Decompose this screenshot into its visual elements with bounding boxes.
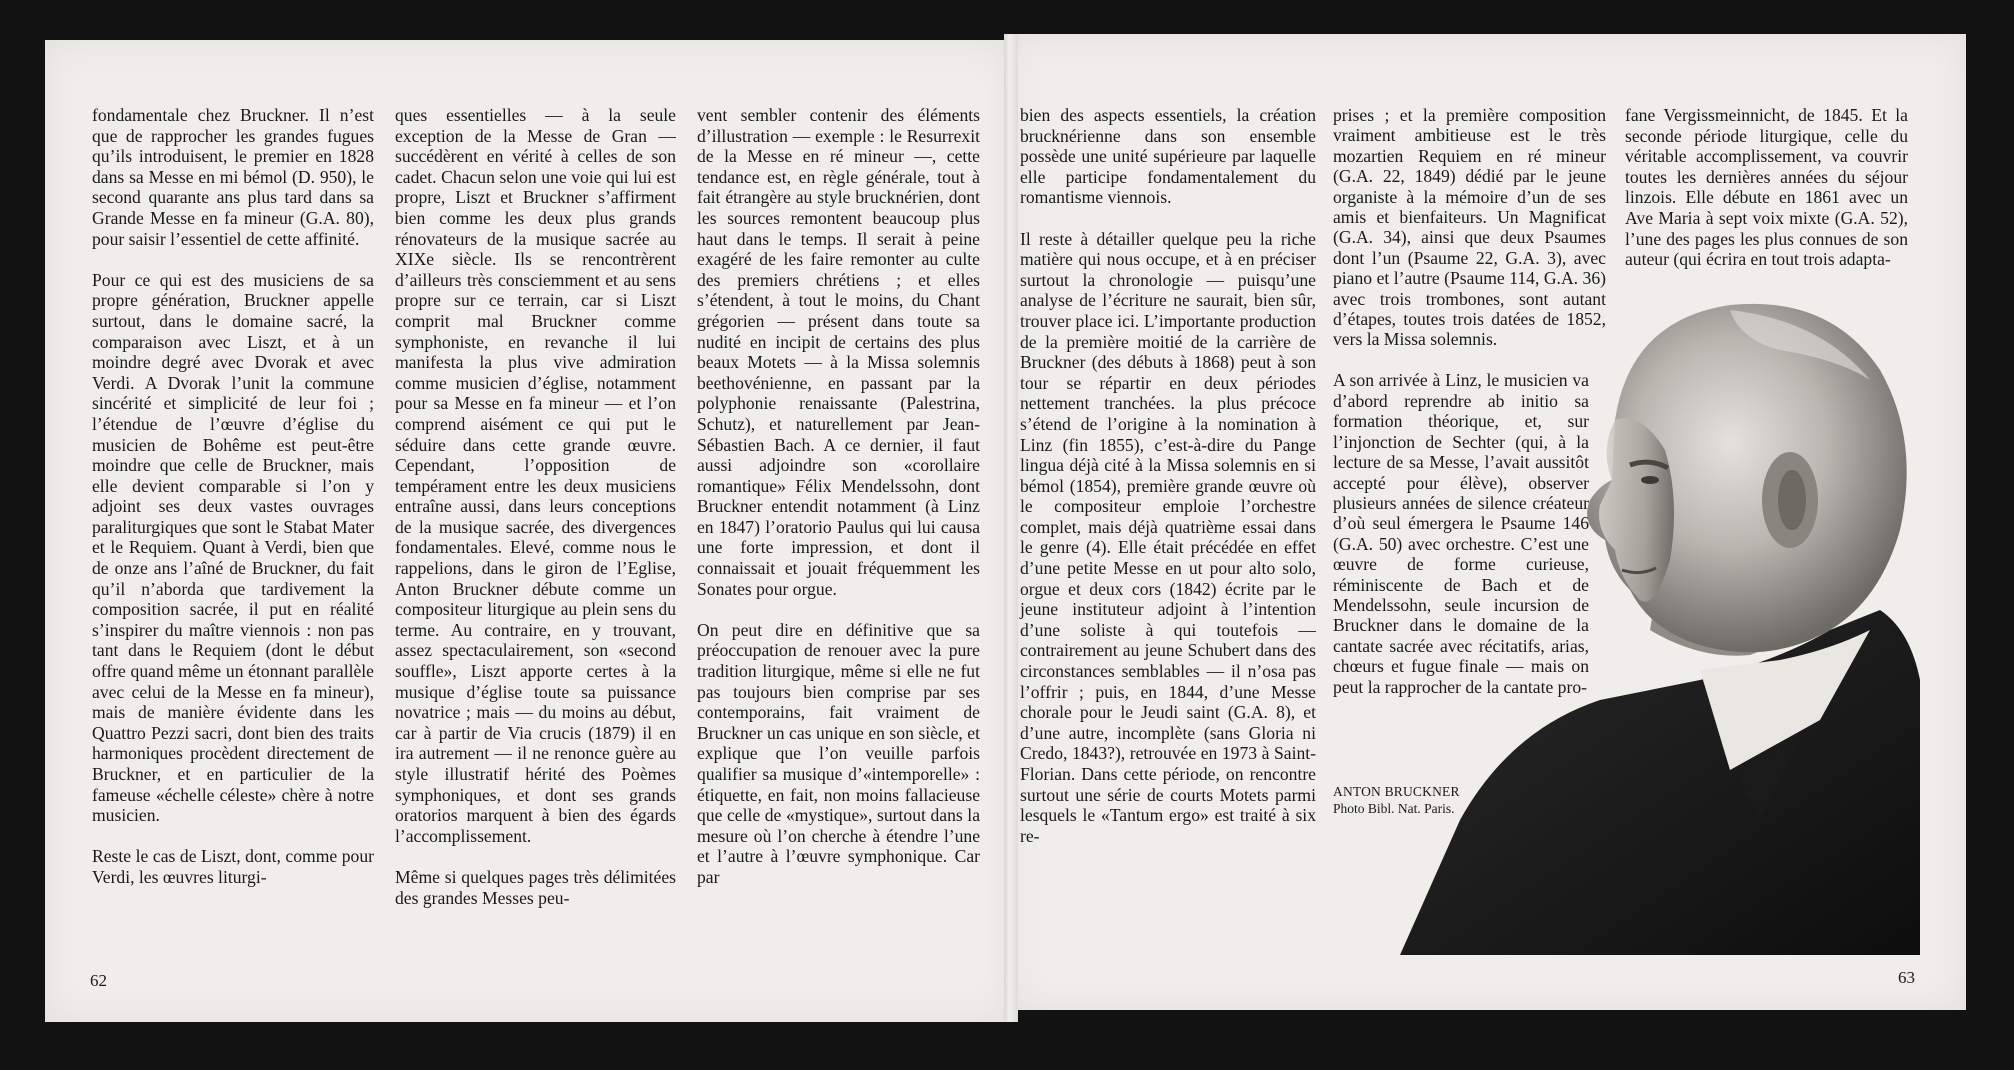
caption-credit: Photo Bibl. Nat. Paris. xyxy=(1333,801,1455,816)
paragraph: Il reste à détailler quelque peu la riche matière qui nous occupe, et à en préciser surtout la chronologie — puisqu’une analyse de l’écriture ne saurait, bien sûr, trouver place ici. L’importante production de la première moitié de la carrière de Bruckner (des débuts à 1868) peut à son tour se répartir en deux périodes nettement tranchées. la plus précoce s’étend de l’origine à la nomination à Linz (fin 1855), c’est-à-dire du Pange lingua déjà cité à la Missa solemnis en si bémol (1854), première grande œuvre où le compositeur emploie l’orchestre complet, mais déjà quatrième essai dans le genre (4). Elle était précédée en effet d’une petite Messe en ut pour alto solo, orgue et deux cors (1842) écrite par le jeune instituteur adjoint à l’intention d’une soliste à qui toutefois — contrairement au jeune Schubert dans des circonstances semblables — il n’osa pas l’offrir ; puis, en 1844, d’une Messe chorale pour le Jeudi saint (G.A. 8), et d’une autre, incomplète (sans Gloria ni Credo, 1843?), retrouvée en 1973 à Saint-Florian. Dans cette période, on rencontre surtout une série de courts Motets parmi lesquels le «Tantum ergo» est traité à six re- xyxy=(1020,228,1316,846)
paragraph: On peut dire en définitive que sa préoccupation de renouer avec la pure tradition liturgique, même si elle ne fut pas toujours bien comprise par ses contemporains, fait vraiment de Bruckner un cas unique en son siècle, et explique que l’on veuille parfois qualifier sa musique d’«intemporelle» : étiquette, en fait, non moins fallacieuse que celle de «mystique», surtout dans la mesure où l’on cherche à étendre l’une et l’autre à l’œuvre symphonique. Car par xyxy=(697,619,980,887)
paragraph: vent sembler contenir des éléments d’illustration — exemple : le Resurrexit de la Messe en ré mineur —, cette tendance est, en règle générale, tout à fait étrangère au style brucknérien, dont les sources remontent beaucoup plus haut dans le temps. Il serait à peine exagéré de les faire remonter au culte des premiers chrétiens ; et elles s’étendent, à tout le moins, du Chant grégorien — présent dans toute sa nudité en incipit de certains des plus beaux Motets — à la Missa solemnis beethovénienne, en passant par la polyphonie renaissante (Palestrina, Schutz), et naturellement par Jean-Sébastien Bach. A ce dernier, il faut aussi adjoindre son «corollaire romantique» Félix Mendelssohn, dont Bruckner entendit notamment (à Linz en 1847) l’oratorio Paulus qui lui causa une forte impression, et dont il connaissait et jouait fréquemment les Sonates pour orgue. xyxy=(697,105,980,599)
page-number-right: 63 xyxy=(1898,968,1915,987)
paragraph: bien des aspects essentiels, la création brucknérienne dans son ensemble possède une unité supérieure par laquelle elle participe fondamentalement du romantisme viennois. xyxy=(1020,105,1316,208)
paragraph: Pour ce qui est des musiciens de sa propre génération, Bruckner appelle surtout, dans le domaine sacré, la comparaison avec Liszt, et à un moindre degré avec Dvorak et avec Verdi. A Dvorak l’unit la commune sincérité et simplicité de leur foi ; l’étendue de l’œuvre d’église du musicien de Bohême est peut-être moindre que celle de Bruckner, mais elle devient comparable si l’on y adjoint ses deux vastes ouvrages paraliturgiques que sont le Stabat Mater et le Requiem. Quant à Verdi, bien que de onze ans l’aîné de Bruckner, du fait qu’il n’aborda que tardivement la composition sacrée, il put en réalité s’inspirer du maître viennois : non pas tant dans le Requiem (dont le début offre quand même un étonnant parallèle avec celui de la Messe en fa mineur), mais de manière évidente dans les Quattro Pezzi sacri, dont bien des traits harmoniques procèdent directement de Bruckner, et en particulier de la fameuse «échelle céleste» chère à notre musicien. xyxy=(92,269,374,826)
paragraph: Reste le cas de Liszt, dont, comme pour Verdi, les œuvres liturgi- xyxy=(92,846,374,887)
page-number-left: 62 xyxy=(90,971,107,990)
left-column-2 xyxy=(395,105,676,908)
right-column-3 xyxy=(1625,105,1908,270)
paragraph: Même si quelques pages très délimitées des grandes Messes peu- xyxy=(395,866,676,908)
left-column-3 xyxy=(697,105,980,888)
caption-name: ANTON BRUCKNER xyxy=(1333,784,1460,799)
paragraph: prises ; et la première composition vraiment ambitieuse est le très mozartien Requiem en ré mineur (G.A. 22, 1849) dédié par le jeune organiste à la mémoire d’un de ses amis et bienfaiteurs. Un Magnificat (G.A. 34), ainsi que deux Psaumes dont l’un (Psaume 22, G.A. 3), avec piano et l’autre (Psaume 114, G.A. 36) avec trois trombones, sont autant d’étapes, toutes trois datées de 1852, vers la Missa solemnis. xyxy=(1333,105,1606,350)
paragraph: fondamentale chez Bruckner. Il n’est que de rapprocher les grandes fugues qu’ils introduisent, le premier en 1828 dans sa Messe en mi bémol (D. 950), le second quarante ans plus tard dans sa Grande Messe en fa mineur (G.A. 80), pour saisir l’essentiel de cette affinité. xyxy=(92,105,374,249)
right-column-1 xyxy=(1020,105,1316,846)
photo-caption xyxy=(1333,783,1493,817)
book-gutter xyxy=(1004,34,1018,1022)
paragraph: ques essentielles — à la seule exception de la Messe de Gran — succédèrent en vérité à celles de son cadet. Chacun selon une voie qui lui est propre, Liszt et Bruckner s’affirment bien comme les deux plus grands rénovateurs de la musique sacrée au XIXe siècle. Ils se rencontrèrent d’ailleurs très consciemment et au sens propre sur ce terrain, car si Liszt comprit mal Bruckner comme symphoniste, en revanche il lui manifesta la plus vive admiration comme musicien d’église, notamment pour sa Messe en fa mineur — et l’on comprend aisément ce qui put le séduire dans cette grande œuvre. Cependant, l’opposition de tempérament entre les deux musiciens entraîne aussi, dans leurs conceptions de la musique sacrée, des divergences fondamentales. Elevé, comme nous le rappelions, dans le giron de l’Eglise, Anton Bruckner débute comme un compositeur liturgique au plein sens du terme. Au contraire, en y trouvant, assez spectaculairement, son «second souffle», Liszt apporte certes à la musique d’église toute sa puissance novatrice ; mais — du moins au début, car à partir de Via crucis (1879) il en ira autrement — il ne renonce guère au style illustratif hérité des Poèmes symphoniques, et dont ses grands oratorios marquent à bien des égards l’accomplissement. xyxy=(395,105,676,846)
left-column-1 xyxy=(92,105,374,888)
paragraph: fane Vergissmeinnicht, de 1845. Et la seconde période liturgique, celle du véritable accomplissement, va couvrir toutes les dernières années du séjour linzois. Elle débute en 1861 avec un Ave Maria à sept voix mixte (G.A. 52), l’une des pages les plus connues de son auteur (qui écrira en tout trois adapta- xyxy=(1625,105,1908,270)
paragraph: A son arrivée à Linz, le musicien va d’abord reprendre ab initio sa formation théorique, et, sur l’injonction de Sechter (qui, à la lecture de sa Messe, l’avait aussitôt accepté pour élève), observer plusieurs années de silence créateur d’où seul émergera le Psaume 146 (G.A. 50) avec orchestre. C’est une œuvre de forme curieuse, réminiscente de Bach et de Mendelssohn, seule incursion de Bruckner dans le domaine de la cantate sacrée avec récitatifs, arias, chœurs et fugue finale — mais on peut la rapprocher de la cantate pro- xyxy=(1333,370,1589,697)
portrait-photo xyxy=(1400,300,1920,955)
